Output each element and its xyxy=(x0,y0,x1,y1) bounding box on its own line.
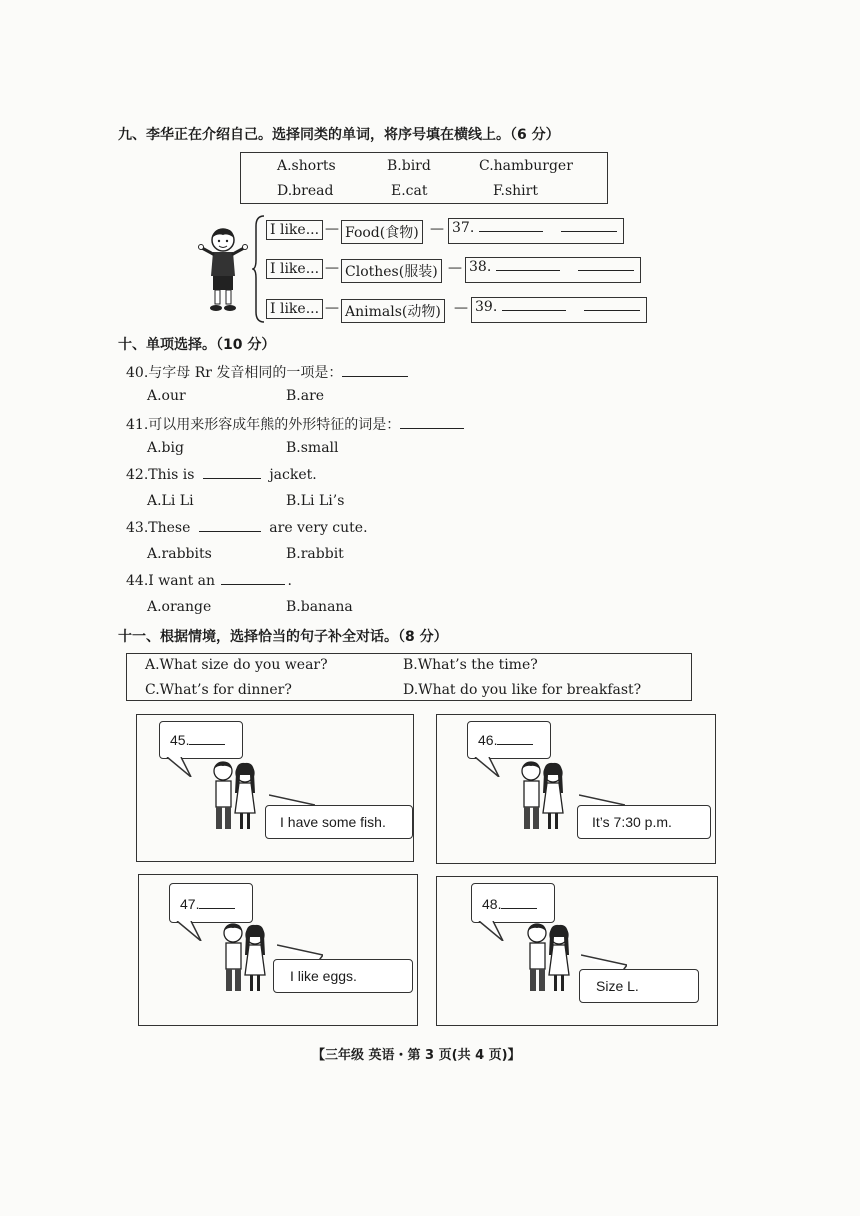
question-40 xyxy=(126,362,408,382)
question-text: 42.This is xyxy=(126,467,195,483)
bubble-tail xyxy=(473,757,503,777)
category-animals: Animals(动物) xyxy=(341,299,445,323)
answer-box-38 xyxy=(465,257,641,283)
question-number: 48. xyxy=(482,896,502,912)
answer-blank[interactable] xyxy=(497,743,533,745)
i-like-label: I like... xyxy=(266,220,323,240)
answer-blank[interactable] xyxy=(221,583,285,585)
connector-dash: — xyxy=(325,300,339,316)
question-number: 45. xyxy=(170,732,190,748)
dialogue-option: B.What’s the time? xyxy=(403,657,538,673)
dialogue-panel-45 xyxy=(136,714,414,862)
dialogue-panel-48 xyxy=(436,876,718,1026)
section-10-title: 十、单项选择。（10 分） xyxy=(118,337,276,353)
bubble-tail xyxy=(165,757,195,777)
word-option: E.cat xyxy=(391,183,428,199)
dialogue-option: A.What size do you wear? xyxy=(145,657,328,673)
answer-blank[interactable] xyxy=(400,427,464,429)
question-text: 40.与字母 Rr 发音相同的一项是： xyxy=(126,365,343,381)
question-text: are very cute. xyxy=(269,520,368,536)
word-bank-box xyxy=(240,152,608,204)
answer-blank[interactable] xyxy=(502,309,566,311)
connector-dash: — xyxy=(430,221,444,237)
answer-bubble: Size L. xyxy=(579,969,699,1003)
option-b[interactable]: B.are xyxy=(286,388,325,404)
question-41 xyxy=(126,414,464,434)
word-option: F.shirt xyxy=(493,183,538,199)
dialogue-option: D.What do you like for breakfast? xyxy=(403,682,642,698)
option-b[interactable]: B.Li Li’s xyxy=(286,493,345,509)
category-food: Food(食物) xyxy=(341,220,423,244)
children-illustration xyxy=(511,759,575,833)
answer-bubble: I like eggs. xyxy=(273,959,413,993)
answer-blank[interactable] xyxy=(501,907,537,909)
brace-icon xyxy=(252,214,266,324)
answer-bubble: I have some fish. xyxy=(265,805,413,839)
question-bubble xyxy=(159,721,243,759)
connector-dash: — xyxy=(448,260,462,276)
answer-box-37 xyxy=(448,218,624,244)
connector-dash: — xyxy=(454,300,468,316)
option-b[interactable]: B.rabbit xyxy=(286,546,344,562)
question-number: 47. xyxy=(180,896,200,912)
children-illustration xyxy=(517,921,581,997)
question-number: 46. xyxy=(478,732,498,748)
answer-blank[interactable] xyxy=(496,269,560,271)
answer-bubble: It’s 7:30 p.m. xyxy=(577,805,711,839)
question-text: jacket. xyxy=(269,467,317,483)
question-43 xyxy=(126,520,368,536)
section-9-title: 九、李华正在介绍自己。选择同类的单词，将序号填在横线上。（6 分） xyxy=(118,127,560,143)
answer-blank[interactable] xyxy=(479,230,543,232)
question-42 xyxy=(126,467,317,483)
dialogue-panel-46 xyxy=(436,714,716,864)
i-like-label: I like... xyxy=(266,259,323,279)
question-bubble xyxy=(169,883,253,923)
dialogue-panel-47 xyxy=(138,874,418,1026)
question-number: 37. xyxy=(452,220,475,236)
answer-blank[interactable] xyxy=(199,907,235,909)
page-footer: 【三年级 英语・第 3 页(共 4 页)】 xyxy=(312,1048,521,1063)
answer-blank[interactable] xyxy=(189,743,225,745)
question-bubble xyxy=(467,721,551,759)
answer-box-39 xyxy=(471,297,647,323)
answer-blank[interactable] xyxy=(199,530,261,532)
category-clothes: Clothes(服装) xyxy=(341,259,442,283)
connector-dash: — xyxy=(325,260,339,276)
children-illustration xyxy=(203,759,267,833)
answer-blank[interactable] xyxy=(342,375,408,377)
option-b[interactable]: B.banana xyxy=(286,599,353,615)
i-like-label: I like... xyxy=(266,299,323,319)
word-option: A.shorts xyxy=(277,158,336,174)
word-option: D.bread xyxy=(277,183,334,199)
bubble-tail xyxy=(175,921,205,941)
answer-blank[interactable] xyxy=(561,230,617,232)
option-a[interactable]: A.our xyxy=(147,388,186,404)
answer-blank[interactable] xyxy=(203,477,261,479)
option-a[interactable]: A.orange xyxy=(147,599,212,615)
question-number: 38. xyxy=(469,259,492,275)
word-option: C.hamburger xyxy=(479,158,573,174)
question-bubble xyxy=(471,883,555,923)
connector-dash: — xyxy=(325,221,339,237)
option-a[interactable]: A.Li Li xyxy=(147,493,194,509)
question-number: 39. xyxy=(475,299,498,315)
question-text: 44.I want an xyxy=(126,573,216,589)
boy-illustration xyxy=(198,226,248,314)
question-44 xyxy=(126,573,292,589)
option-a[interactable]: A.rabbits xyxy=(147,546,212,562)
bubble-tail xyxy=(477,921,507,941)
question-text: . xyxy=(287,573,292,589)
answer-blank[interactable] xyxy=(584,309,640,311)
answer-blank[interactable] xyxy=(578,269,634,271)
section-11-title: 十一、根据情境，选择恰当的句子补全对话。（8 分） xyxy=(118,629,448,645)
dialogue-option: C.What’s for dinner? xyxy=(145,682,292,698)
option-a[interactable]: A.big xyxy=(147,440,184,456)
question-text: 41.可以用来形容成年熊的外形特征的词是： xyxy=(126,417,401,433)
question-text: 43.These xyxy=(126,520,191,536)
word-option: B.bird xyxy=(387,158,431,174)
option-b[interactable]: B.small xyxy=(286,440,339,456)
children-illustration xyxy=(213,921,277,995)
dialogue-options-box xyxy=(126,653,692,701)
